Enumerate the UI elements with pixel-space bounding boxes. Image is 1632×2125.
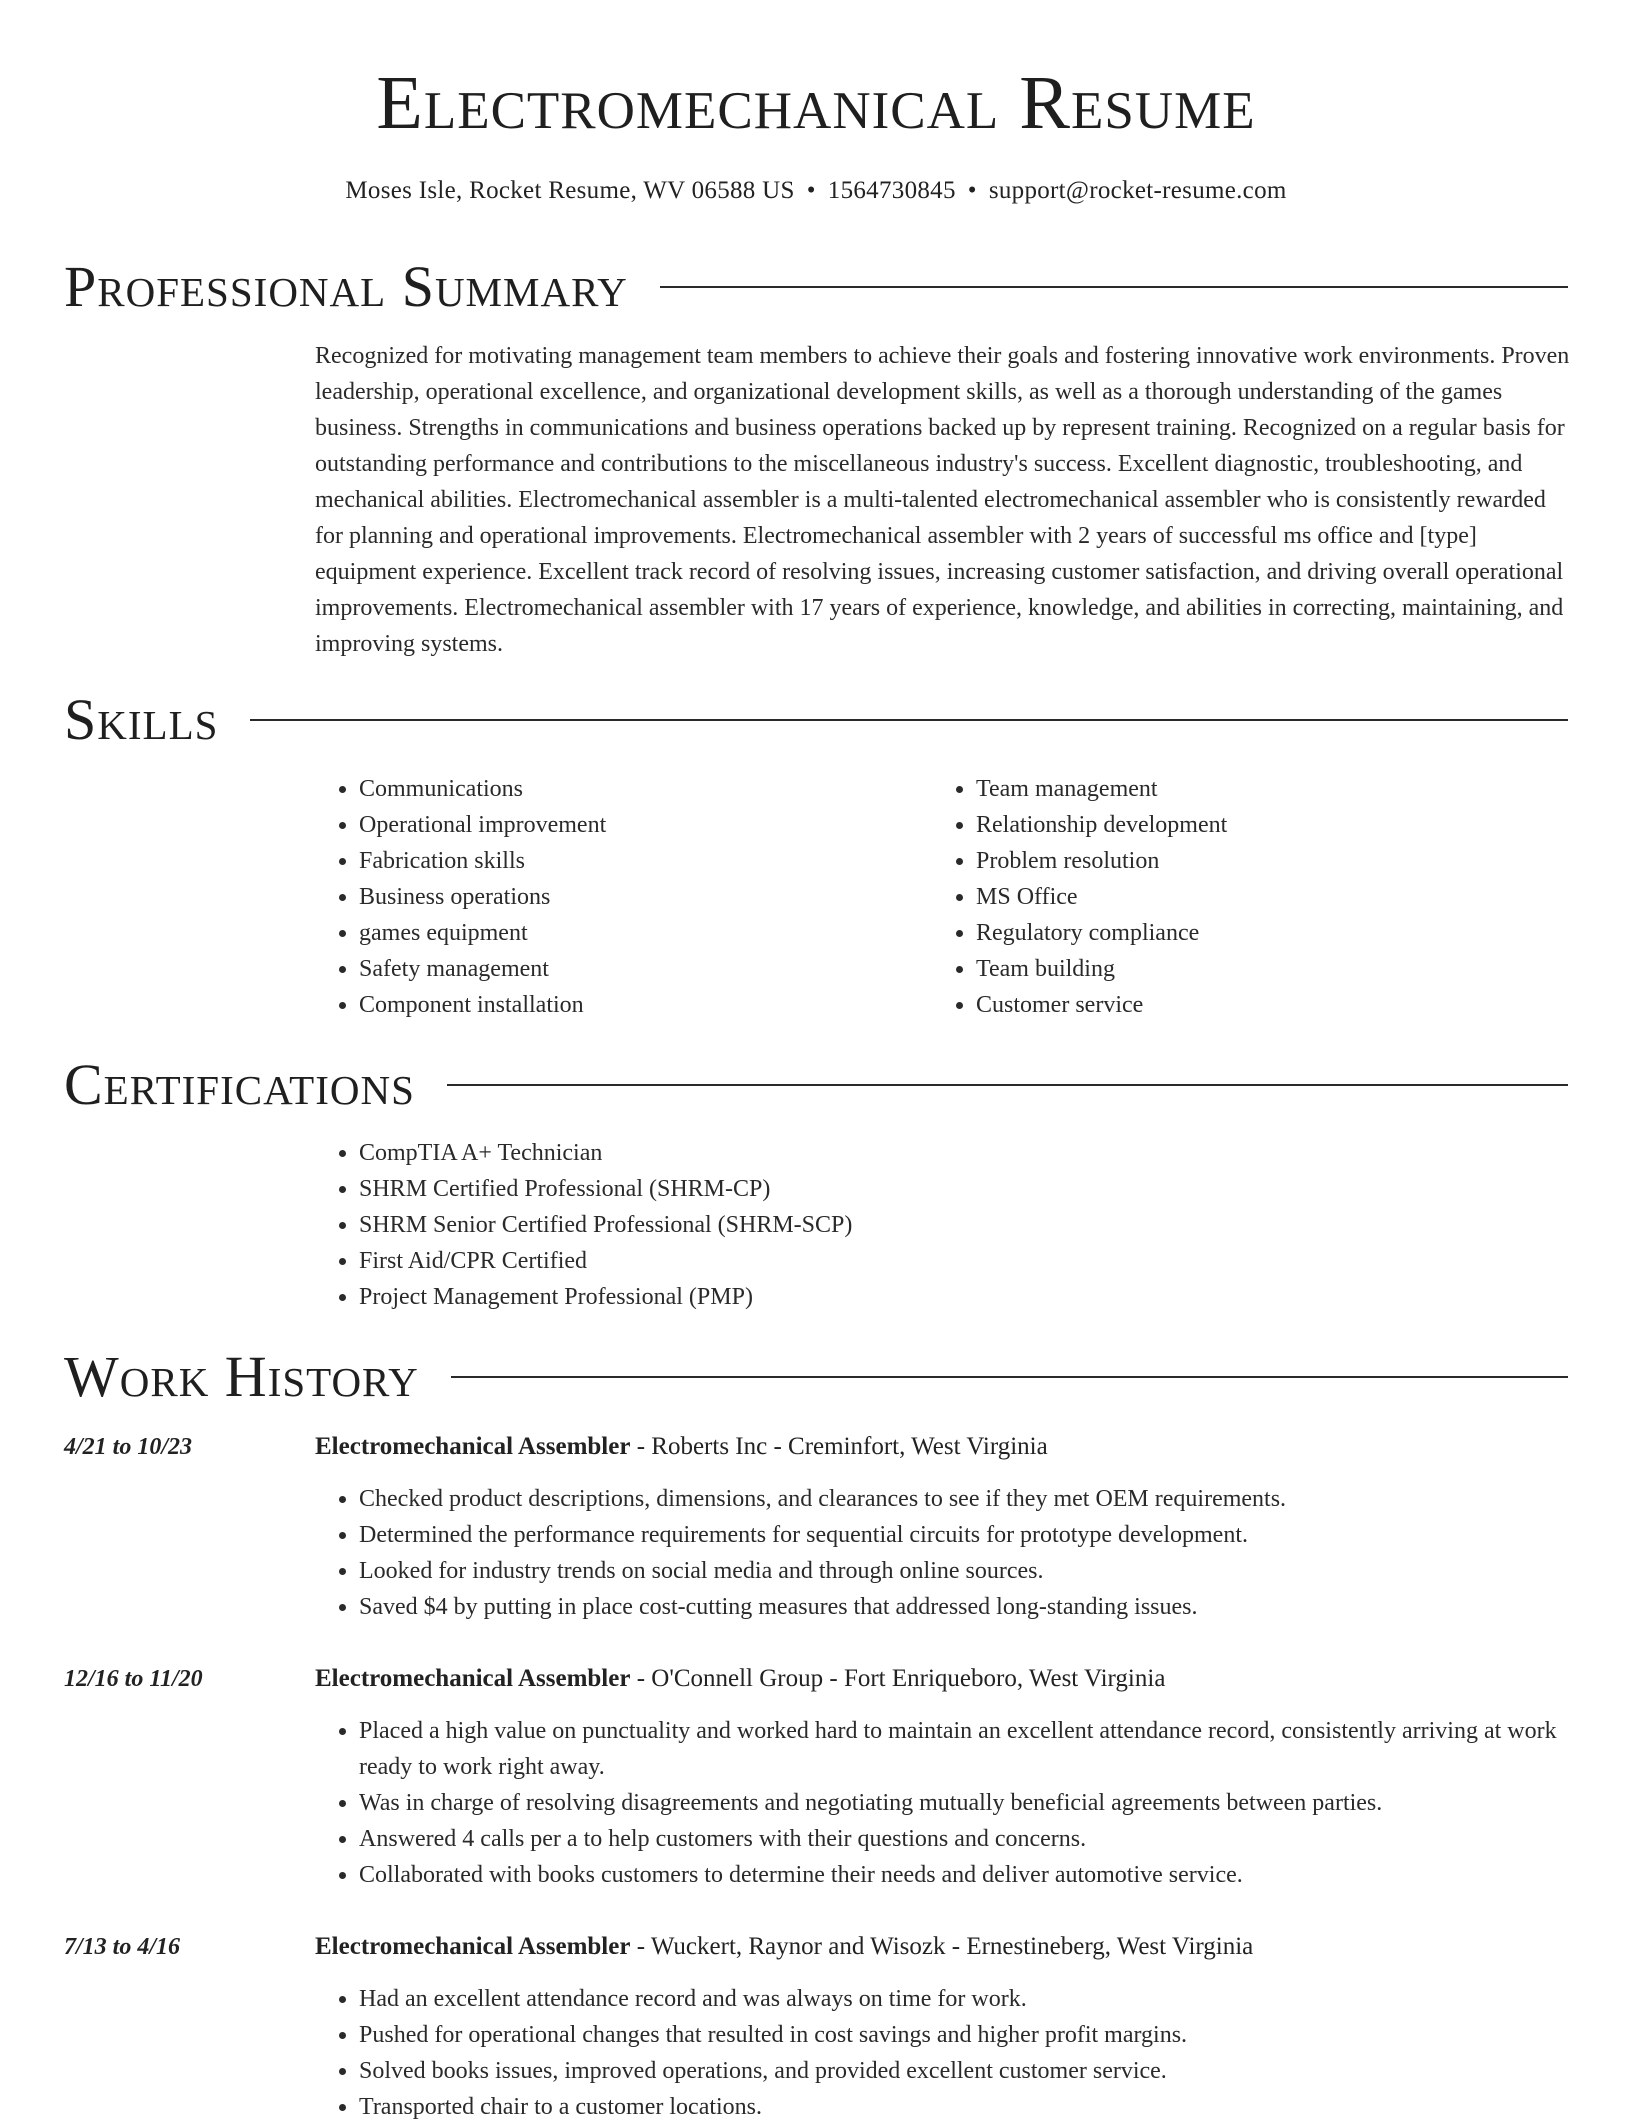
job-employer: - Roberts Inc - Creminfort, West Virginia	[630, 1433, 1048, 1460]
job-bullet: • Had an excellent attendance record and was always on time for work.	[359, 1981, 1568, 2017]
certification-item: • SHRM Senior Certified Professional (SHRM-SCP)	[359, 1207, 852, 1243]
skill-item: • Team building	[976, 951, 1227, 987]
skill-item: • MS Office	[976, 879, 1227, 915]
section-divider	[660, 286, 1568, 288]
section-header-certifications	[64, 1050, 1568, 1120]
certifications-list	[315, 1135, 852, 1315]
job-bullets	[315, 1481, 1568, 1625]
job-bullet: • Placed a high value on punctuality and worked hard to maintain an excellent attendance record, consistently arriving at work ready to work right away.	[359, 1713, 1568, 1785]
job-dates: 12/16 to 11/20	[64, 1666, 203, 1692]
job-bullets	[315, 1981, 1568, 2125]
job-bullet-list	[315, 1481, 1568, 1625]
section-header-work-history	[64, 1342, 1568, 1412]
contact-line	[0, 174, 1632, 208]
skill-item: • Team management	[976, 771, 1227, 807]
skill-item: • Customer service	[976, 987, 1227, 1023]
job-dates: 4/21 to 10/23	[64, 1434, 193, 1460]
skill-item: • Component installation	[359, 987, 606, 1023]
job-bullet-list	[315, 1981, 1568, 2125]
contact-phone: 1564730845	[827, 177, 956, 204]
skills-list-left	[315, 771, 606, 1023]
job-title: Electromechanical Assembler	[315, 1665, 631, 1692]
contact-address: Moses Isle, Rocket Resume, WV 06588 US	[345, 177, 795, 204]
skill-item: • Fabrication skills	[359, 843, 606, 879]
job-employer: - Wuckert, Raynor and Wisozk - Ernestineberg, West Virginia	[630, 1933, 1254, 1960]
contact-separator: •	[967, 177, 977, 204]
certification-item: • First Aid/CPR Certified	[359, 1243, 852, 1279]
job-bullet: • Saved $4 by putting in place cost-cutting measures that addressed long-standing issues.	[359, 1589, 1568, 1625]
certifications-block	[315, 1135, 852, 1315]
job-bullet: • Transported chair to a customer locations.	[359, 2089, 1568, 2125]
section-title-work-history: Work History	[64, 1344, 419, 1409]
skills-list-right	[932, 771, 1227, 1023]
certification-item: • Project Management Professional (PMP)	[359, 1279, 852, 1315]
job-bullet: • Looked for industry trends on social media and through online sources.	[359, 1553, 1568, 1589]
job-bullet: • Answered 4 calls per a to help customers with their questions and concerns.	[359, 1821, 1568, 1857]
contact-email: support@rocket-resume.com	[988, 177, 1287, 204]
job-bullet: • Solved books issues, improved operations, and provided excellent customer service.	[359, 2053, 1568, 2089]
skill-item: • games equipment	[359, 915, 606, 951]
job-title-line	[315, 1429, 1048, 1465]
summary-text: Recognized for motivating management team members to achieve their goals and fostering innovative work environments. Proven leadership, operational excellence, and organizational development skills, as well as a thorough understanding of the games business. Strengths in communications and business operations backed up by represent training. Recognized on a regular basis for outstanding performance and contributions to the miscellaneous industry's success. Excellent diagnostic, troubleshooting, and mechanical abilities. Electromechanical assembler is a multi-talented electromechanical assembler who is consistently rewarded for planning and operational improvements. Electromechanical assembler with 2 years of successful ms office and [type] equipment experience. Excellent track record of resolving issues, increasing customer satisfaction, and driving overall operational improvements. Electromechanical assembler with 17 years of experience, knowledge, and abilities in correcting, maintaining, and improving systems.	[315, 343, 1570, 657]
job-title: Electromechanical Assembler	[315, 1933, 631, 1960]
skill-item: • Relationship development	[976, 807, 1227, 843]
certification-item: • CompTIA A+ Technician	[359, 1135, 852, 1171]
job-bullet: • Collaborated with books customers to determine their needs and deliver automotive service.	[359, 1857, 1568, 1893]
section-divider	[451, 1376, 1568, 1378]
section-title-summary: Professional Summary	[64, 254, 628, 319]
section-divider	[250, 719, 1568, 721]
section-header-summary	[64, 252, 1568, 322]
section-header-skills	[64, 685, 1568, 755]
job-title: Electromechanical Assembler	[315, 1433, 631, 1460]
skill-item: • Regulatory compliance	[976, 915, 1227, 951]
job-bullet: • Checked product descriptions, dimensions, and clearances to see if they met OEM requirements.	[359, 1481, 1568, 1517]
resume-title: Electromechanical Resume	[376, 61, 1256, 145]
skills-column-right	[932, 771, 1227, 1023]
section-title-certifications: Certifications	[64, 1052, 415, 1117]
job-bullets	[315, 1713, 1568, 1893]
section-title-skills: Skills	[64, 687, 219, 752]
job-title-line	[315, 1661, 1165, 1697]
skill-item: • Problem resolution	[976, 843, 1227, 879]
job-dates: 7/13 to 4/16	[64, 1934, 181, 1960]
skill-item: • Business operations	[359, 879, 606, 915]
skill-item: • Operational improvement	[359, 807, 606, 843]
certification-item: • SHRM Certified Professional (SHRM-CP)	[359, 1171, 852, 1207]
skill-item: • Safety management	[359, 951, 606, 987]
job-bullet-list	[315, 1713, 1568, 1893]
job-bullet: • Was in charge of resolving disagreements and negotiating mutually beneficial agreements between parties.	[359, 1785, 1568, 1821]
job-bullet: • Pushed for operational changes that resulted in cost savings and higher profit margins.	[359, 2017, 1568, 2053]
skill-item: • Communications	[359, 771, 606, 807]
skills-column-left	[315, 771, 606, 1023]
contact-separator: •	[806, 177, 816, 204]
section-divider	[447, 1084, 1568, 1086]
job-employer: - O'Connell Group - Fort Enriqueboro, West Virginia	[630, 1665, 1166, 1692]
job-title-line	[315, 1929, 1253, 1965]
job-bullet: • Determined the performance requirements for sequential circuits for prototype development.	[359, 1517, 1568, 1553]
